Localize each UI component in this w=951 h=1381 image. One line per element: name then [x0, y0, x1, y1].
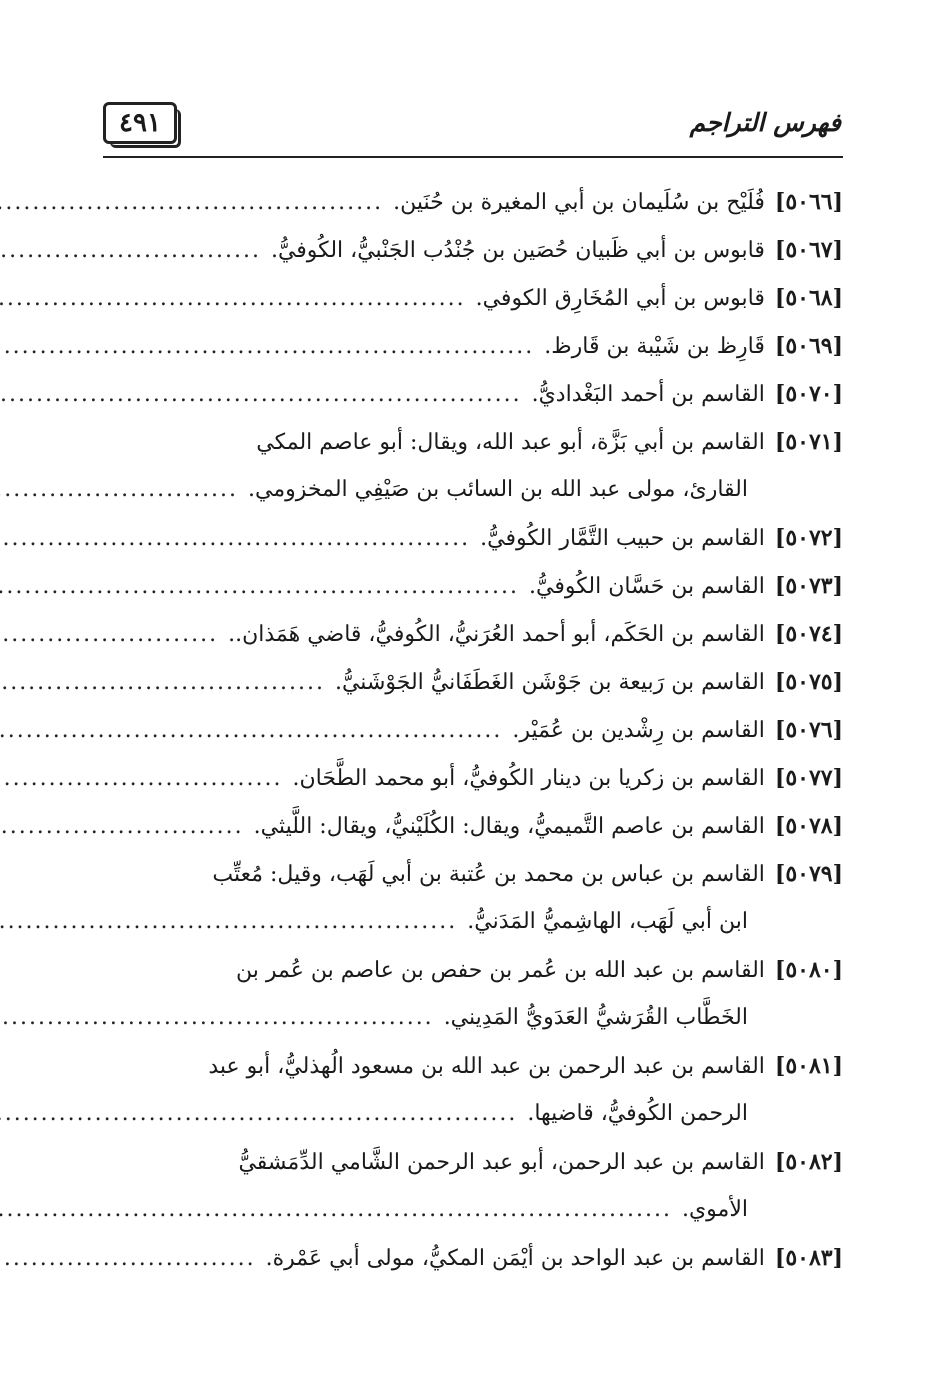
entry-text: الخَطَّاب القُرَشيُّ العَدَويُّ المَدِيني.	[443, 1005, 748, 1030]
running-title: فهرس التراجم	[689, 108, 841, 137]
dot-leader	[0, 611, 218, 659]
entry-number: [٥٠٦٨]	[774, 285, 843, 311]
entry-text: القاسم بن حَسَّان الكُوفيُّ.	[529, 574, 765, 599]
dot-leader	[0, 515, 470, 563]
entry-line	[103, 1234, 843, 1282]
entry-number: [٥٠٦٦]	[774, 189, 843, 215]
entry-text: قابوس بن أبي المُخَارِق الكوفي.	[475, 286, 765, 311]
entry-text: القارئ، مولى عبد الله بن السائب بن صَيْفِي المخزومي.	[248, 477, 748, 502]
index-entry	[103, 274, 843, 322]
index-entry	[103, 1042, 843, 1138]
index-entry	[103, 706, 843, 754]
entry-text: القاسم بن عباس بن محمد بن عُتبة بن أبي لَهَب، وقيل: مُعتِّب	[212, 862, 765, 887]
entry-line	[103, 562, 843, 610]
entry-line	[103, 274, 843, 322]
dot-leader	[0, 227, 261, 275]
entry-number: [٥٠٧٧]	[774, 765, 843, 791]
entry-line	[103, 850, 843, 898]
dot-leader	[0, 275, 466, 323]
entry-line	[103, 1186, 843, 1234]
dot-leader	[0, 898, 457, 946]
index-entry	[103, 658, 843, 706]
entry-line	[103, 226, 843, 274]
entry-number: [٥٠٧٢]	[774, 525, 843, 551]
index-entry	[103, 418, 843, 514]
entry-number: [٥٠٨١]	[774, 1053, 843, 1079]
entry-number: [٥٠٧٤]	[774, 621, 843, 647]
dot-leader	[0, 803, 244, 851]
entry-line	[103, 658, 843, 706]
entry-line	[103, 370, 843, 418]
biography-index-list	[103, 178, 843, 1282]
index-entry	[103, 370, 843, 418]
dot-leader	[0, 466, 238, 514]
index-entry	[103, 802, 843, 850]
entry-number: [٥٠٧٣]	[774, 573, 843, 599]
entry-number: [٥٠٦٧]	[774, 237, 843, 263]
dot-leader	[0, 563, 519, 611]
entry-text: القاسم بن عبد الرحمن، أبو عبد الرحمن الشَّامي الدِّمَشقيُّ	[238, 1150, 765, 1175]
dot-leader	[0, 179, 383, 227]
index-entry	[103, 610, 843, 658]
entry-text: قابوس بن أبي ظَبيان حُصَين بن جُنْدُب الجَنْبيُّ، الكُوفيُّ.	[270, 238, 765, 263]
index-entry	[103, 1138, 843, 1234]
index-entry	[103, 946, 843, 1042]
entry-text: القاسم بن رَبيعة بن جَوْشَن الغَطَفَانيُّ الجَوْشَنيُّ.	[334, 670, 765, 695]
entry-line	[103, 1042, 843, 1090]
index-entry	[103, 850, 843, 946]
entry-number: [٥٠٨٢]	[774, 1149, 843, 1175]
index-entry	[103, 178, 843, 226]
dot-leader	[0, 1235, 256, 1283]
entry-text: قَارِظ بن شَيْبة بن قَارظ.	[544, 334, 765, 359]
index-entry	[103, 562, 843, 610]
dot-leader	[0, 707, 502, 755]
entry-text: القاسم بن عاصم التَّميميُّ، ويقال: الكُلَيْنيُّ، ويقال: اللَّيثي.	[253, 814, 765, 839]
page-header	[103, 98, 843, 158]
entry-number: [٥٠٧٥]	[774, 669, 843, 695]
entry-text: القاسم بن عبد الله بن عُمر بن حفص بن عاصم بن عُمر بن	[236, 958, 765, 983]
dot-leader	[0, 755, 282, 803]
index-entry	[103, 322, 843, 370]
entry-line	[103, 178, 843, 226]
entry-line	[103, 1138, 843, 1186]
entry-text: القاسم بن أبي بَزَّة، أبو عبد الله، ويقال: أبو عاصم المكي	[256, 430, 765, 455]
dot-leader	[0, 659, 325, 707]
entry-text: القاسم بن عبد الواحد بن أيْمَن المكيُّ، مولى أبي عَمْرة.	[265, 1246, 765, 1271]
dot-leader	[0, 371, 522, 419]
index-entry	[103, 754, 843, 802]
entry-line	[103, 994, 843, 1042]
entry-text: القاسم بن رِشْدين بن عُمَيْر.	[512, 718, 765, 743]
page-number: ٤٩١	[103, 102, 177, 144]
entry-line	[103, 802, 843, 850]
entry-number: [٥٠٦٩]	[774, 333, 843, 359]
entry-text: القاسم بن حبيب التَّمَّار الكُوفيُّ.	[480, 526, 765, 551]
entry-line	[103, 706, 843, 754]
dot-leader	[0, 1186, 672, 1234]
entry-text: القاسم بن أحمد البَغْداديُّ.	[531, 382, 765, 407]
entry-text: القاسم بن عبد الرحمن بن عبد الله بن مسعود الُهذليُّ، أبو عبد	[208, 1054, 765, 1079]
entry-number: [٥٠٧٦]	[774, 717, 843, 743]
entry-text: القاسم بن زكريا بن دينار الكُوفيُّ، أبو محمد الطَّحَان.	[292, 766, 765, 791]
entry-text: ابن أبي لَهَب، الهاشِميُّ المَدَنيُّ.	[467, 909, 748, 934]
entry-line	[103, 898, 843, 946]
entry-line	[103, 466, 843, 514]
index-entry	[103, 226, 843, 274]
entry-line	[103, 610, 843, 658]
entry-number: [٥٠٧٨]	[774, 813, 843, 839]
dot-leader	[0, 323, 534, 371]
entry-line	[103, 754, 843, 802]
entry-text: الرحمن الكُوفيُّ، قاضيها.	[527, 1101, 748, 1126]
index-entry	[103, 514, 843, 562]
entry-number: [٥٠٨٣]	[774, 1245, 843, 1271]
entry-number: [٥٠٧٩]	[774, 861, 843, 887]
dot-leader	[0, 994, 434, 1042]
dot-leader	[0, 1090, 517, 1138]
entry-number: [٥٠٨٠]	[774, 957, 843, 983]
entry-line	[103, 1090, 843, 1138]
index-entry	[103, 1234, 843, 1282]
entry-line	[103, 322, 843, 370]
entry-text: الأموي.	[681, 1197, 748, 1222]
entry-text: فُلَيْح بن سُلَيمان بن أبي المغيرة بن حُنَين.	[393, 190, 765, 215]
entry-number: [٥٠٧٠]	[774, 381, 843, 407]
entry-line	[103, 946, 843, 994]
entry-number: [٥٠٧١]	[774, 429, 843, 455]
entry-text: القاسم بن الحَكَم، أبو أحمد العُرَنيُّ، الكُوفيُّ، قاضي هَمَذان..	[228, 622, 765, 647]
entry-line	[103, 418, 843, 466]
entry-line	[103, 514, 843, 562]
